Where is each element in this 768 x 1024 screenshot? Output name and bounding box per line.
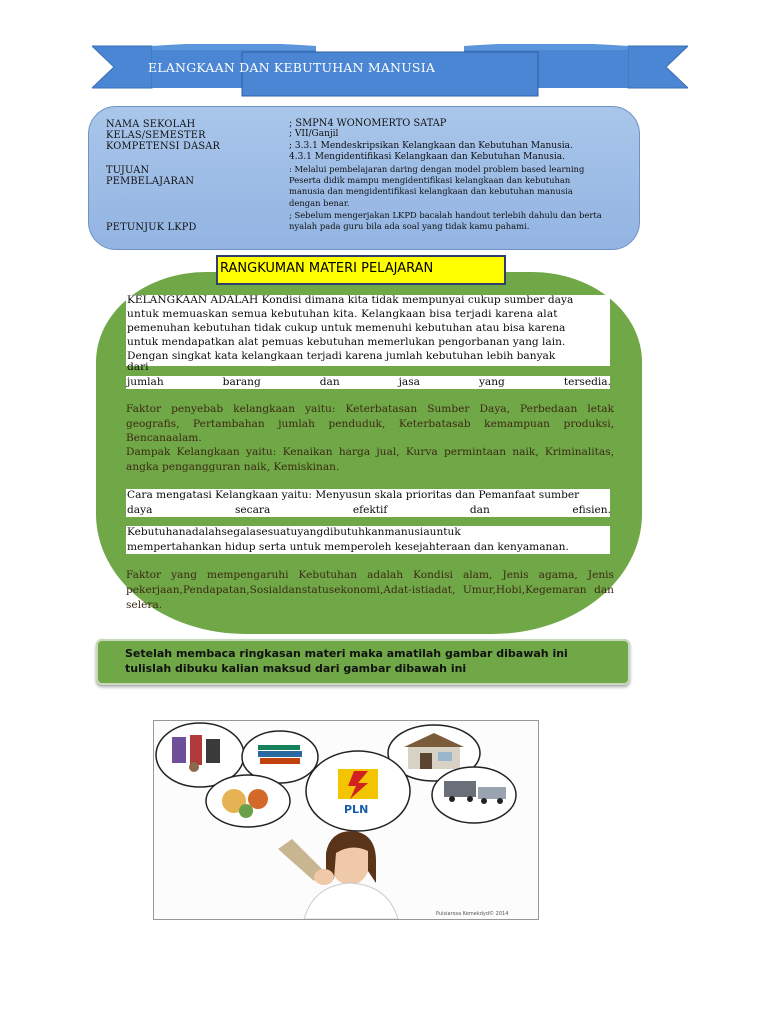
illustration-credit: Puisiarosa Kemekdyd© 2014 (436, 911, 509, 917)
solution-line-1: Cara mengatasi Kelangkaan yaitu: Menyusun skala prioritas dan Pemanfaat sumber (127, 489, 580, 501)
summary-line-5: Dengan singkat kata kelangkaan terjadi karena jumlah kebutuhan lebih banyak (127, 350, 556, 362)
value-competency-2: 4.3.1 Mengidentifikasi Kelangkaan dan Kebutuhan Manusia. (289, 152, 566, 162)
value-goal-3: manusia dan mengidentifikasi kelangkaan dan kebutuhan manusia (289, 186, 573, 196)
value-instructions-2: nyalah pada guru bila ada soal yang tidak kamu pahami. (289, 221, 530, 231)
summary-line-6: dari (127, 361, 149, 373)
scarcity-causes-paragraph: Faktor penyebab kelangkaan yaitu: Keterbatasan Sumber Daya, Perbedaan letak geografis, Pertambahan jumlah penduduk, Keterbatasab kemampuan produksi, Bencanaalam. (126, 403, 614, 444)
needs-definition-line-1: Kebutuhanadalahsegalasesuatuyangdibutuhkanmanusiauntuk (127, 526, 461, 538)
needs-definition-line-2: mempertahankan hidup serta untuk memperoleh kesejahteraan dan kenyamanan. (127, 541, 569, 553)
label-basic-competency: KOMPETENSI DASAR (106, 141, 221, 152)
summary-line-2: untuk memuaskan semua kebutuhan kita. Kelangkaan bisa terjadi karena alat (127, 308, 558, 320)
value-goal-2: Peserta didik mampu mengidentifikasi kelangkaan dan kebutuhan (289, 175, 571, 185)
value-instructions-1: ; Sebelum mengerjakan LKPD bacalah handout terlebih dahulu dan berta (289, 210, 602, 220)
label-learning-goal-2: PEMBELAJARAN (106, 176, 195, 187)
summary-line-7: jumlah barang dan jasa yang tersedia. (127, 376, 611, 388)
summary-title: RANGKUMAN MATERI PELAJARAN (220, 261, 434, 276)
pln-logo-text: PLN (344, 803, 369, 816)
value-school-name: ; SMPN4 WONOMERTO SATAP (289, 118, 447, 129)
summary-line-1: KELANGKAAN ADALAH Kondisi dimana kita tidak mempunyai cukup sumber daya (127, 294, 574, 306)
value-goal-4: dengan benar. (289, 198, 350, 208)
instruction-line-2: tulislah dibuku kalian maksud dari gambar dibawah ini (125, 662, 467, 675)
label-school-name: NAMA SEKOLAH (106, 119, 196, 130)
summary-line-4: untuk mendapatkan alat pemuas kebutuhan memerlukan pengorbanan yang lain. (127, 336, 566, 348)
value-goal-1: : Melalui pembelajaran daring dengan model problem based learning (289, 164, 585, 174)
summary-line-3: pemenuhan kebutuhan tidak cukup untuk memenuhi kebutuhan atau bisa karena (127, 322, 566, 334)
transport-thought-bubble (432, 767, 516, 823)
needs-illustration (153, 720, 539, 920)
scarcity-effects-paragraph: Dampak Kelangkaan yaitu: Kenaikan harga jual, Kurva permintaan naik, Kriminalitas, angka pengangguran naik, Kemiskinan. (126, 446, 614, 473)
value-class-semester: ; VII/Ganjil (289, 129, 339, 139)
instruction-line-1: Setelah membaca ringkasan materi maka amatilah gambar dibawah ini (125, 647, 568, 660)
summary-title-box (216, 255, 506, 285)
label-class-semester: KELAS/SEMESTER (106, 130, 206, 141)
value-competency-1: ; 3.3.1 Mendeskripsikan Kelangkaan dan Kebutuhan Manusia. (289, 141, 573, 151)
label-learning-goal-1: TUJUAN (106, 165, 150, 176)
banner-title: ELANGKAAN DAN KEBUTUHAN MANUSIA (148, 60, 436, 75)
label-lkpd-instructions: PETUNJUK LKPD (106, 222, 197, 233)
needs-factors-paragraph: Faktor yang mempengaruhi Kebutuhan adalah Kondisi alam, Jenis agama, Jenis pekerjaan,Pendapatan,Sosialdanstatusekonomi,Adat-istiadat, Umur,Hobi,Kegemaran dan selera. (126, 569, 614, 611)
solution-line-2: daya secara efektif dan efisien. (127, 504, 611, 516)
food-thought-bubble (206, 775, 290, 827)
